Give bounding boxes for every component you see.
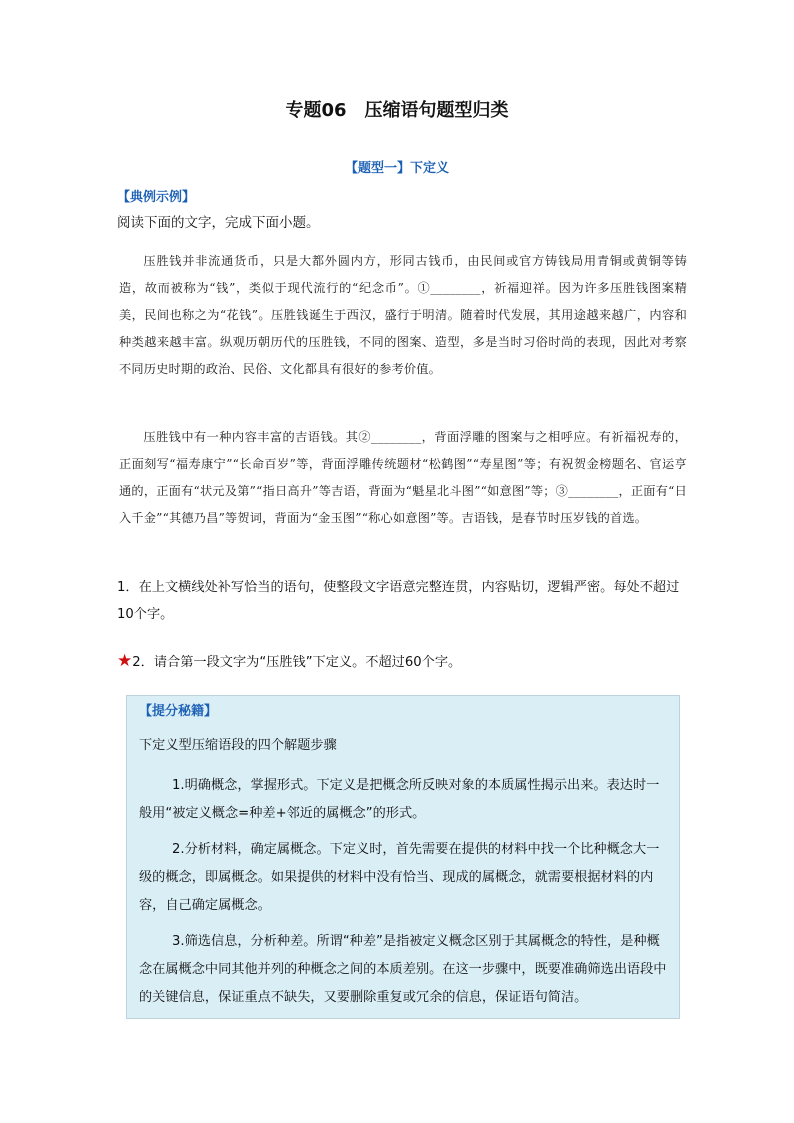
document-title: 专题06 压缩语句题型归类 bbox=[285, 100, 509, 121]
example-label: 【典例示例】 bbox=[117, 190, 196, 205]
question-1: 1．在上文横线处补写恰当的语句，使整段文字语意完整连贯，内容贴切，逻辑严密。每处不超过10个字。 bbox=[117, 580, 680, 622]
tips-heading: 下定义型压缩语段的四个解题步骤 bbox=[139, 738, 337, 753]
tips-label: 【提分秘籍】 bbox=[139, 704, 218, 719]
question-type-title: 【题型一】下定义 bbox=[344, 161, 449, 176]
tips-step-3: 3.筛选信息，分析种差。所谓“种差”是指被定义概念区别于其属概念的特性，是种概念在属概念中同其他并列的种概念之间的本质差别。在这一步骤中，既要准确筛选出语段中的关键信息，保证重点不缺失，又要删除重复或冗余的信息，保证语句简洁。 bbox=[139, 934, 667, 1005]
passage-paragraph-2: 压胜钱中有一种内容丰富的吉语钱。其②________，背面浮雕的图案与之相呼应。有祈福祝寿的，正面刻写“福寿康宁”“长命百岁”等，背面浮雕传统题材“松鹤图”“寿星图”等；有祝贺金榜题名、官运亨通的，正面有“状元及第”“指日高升”等吉语，背面为“魁星北斗图”“如意图”等；③________，正面有“日入千金”“其德乃昌”等贺词，背面为“金玉图”“称心如意图”等。吉语钱，是春节时压岁钱的首选。 bbox=[119, 430, 687, 525]
question-2-text: 2．请合第一段文字为“压胜钱”下定义。不超过60个字。 bbox=[132, 655, 462, 670]
tips-step-2: 2.分析材料，确定属概念。下定义时，首先需要在提供的材料中找一个比种概念大一级的概念，即属概念。如果提供的材料中没有恰当、现成的属概念，就需要根据材料的内容，自己确定属概念。 bbox=[139, 842, 660, 913]
question-2 bbox=[117, 648, 687, 676]
passage-paragraph-1: 压胜钱并非流通货币，只是大都外圆内方，形同古钱币，由民间或官方铸钱局用青铜或黄铜等铸造，故而被称为“钱”，类似于现代流行的“纪念币”。①________，祈福迎祥。因为许多压胜钱图案精美，民间也称之为“花钱”。压胜钱诞生于西汉，盛行于明清。随着时代发展，其用途越来越广，内容和种类越来越丰富。纵观历朝历代的压胜钱，不同的图案、造型，多是当时习俗时尚的表现，因此对考察不同历史时期的政治、民俗、文化都具有很好的参考价值。 bbox=[119, 254, 687, 376]
star-icon: ★ bbox=[117, 651, 133, 671]
reading-instruction: 阅读下面的文字，完成下面小题。 bbox=[117, 215, 320, 231]
tips-box bbox=[126, 695, 680, 1019]
tips-step-1: 1.明确概念，掌握形式。下定义是把概念所反映对象的本质属性揭示出来。表达时一般用“被定义概念=种差+邻近的属概念”的形式。 bbox=[139, 778, 660, 821]
